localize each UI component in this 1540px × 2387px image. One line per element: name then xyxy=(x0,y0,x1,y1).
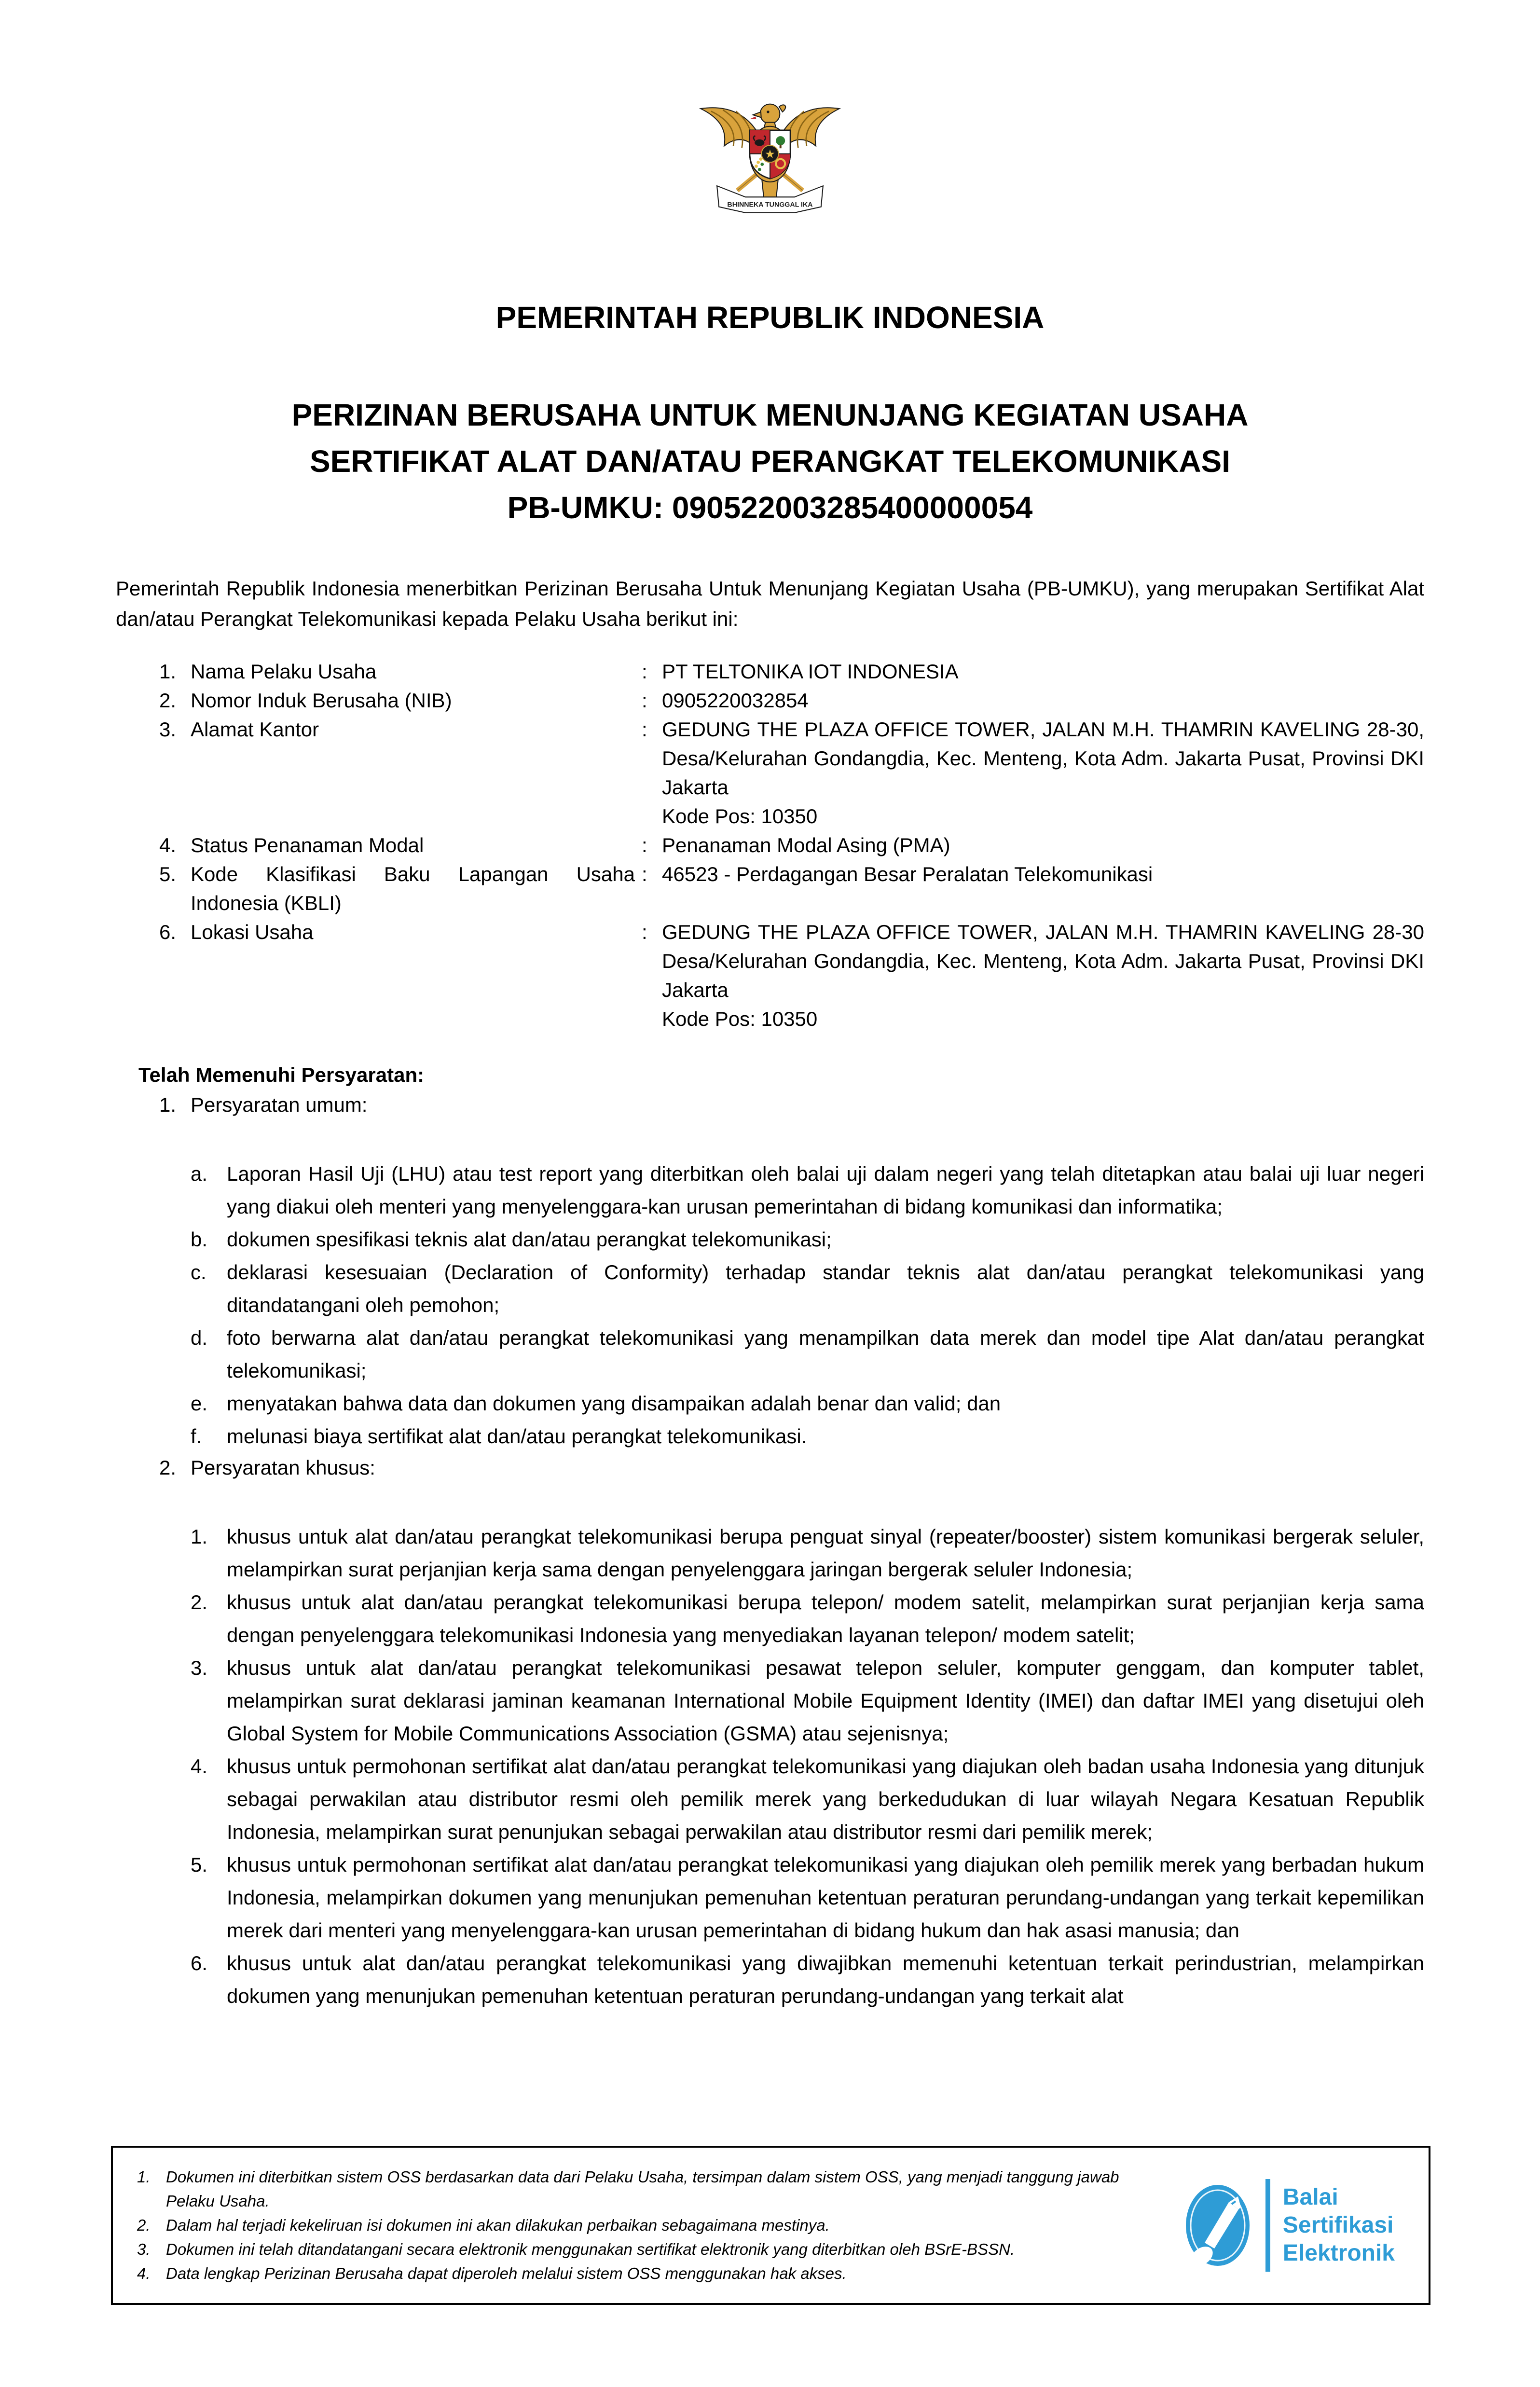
list-marker: e. xyxy=(191,1392,208,1415)
general-requirements-title: Persyaratan umum: xyxy=(191,1093,368,1116)
list-marker: 3. xyxy=(191,1656,208,1679)
note-number: 3. xyxy=(137,2240,151,2258)
detail-row-nib xyxy=(159,686,1424,715)
bsre-logo-icon xyxy=(1182,2179,1254,2272)
list-item: b. dokumen spesifikasi teknis alat dan/atau perangkat telekomunikasi; xyxy=(191,1223,1424,1256)
list-marker: 5. xyxy=(191,1853,208,1876)
note-number: 1. xyxy=(137,2168,151,2186)
list-marker: b. xyxy=(191,1228,208,1251)
list-item: 3. khusus untuk alat dan/atau perangkat telekomunikasi pesawat telepon seluler, komputer genggam, dan komputer tablet, melampirkan surat deklarasi jaminan keamanan International Mobile Equipment Identity (IMEI) dan daftar IMEI yang disetujui oleh Global System for Mobile Communications Association (GSMA) atau sejenisnya; xyxy=(191,1652,1424,1750)
detail-number: 4. xyxy=(159,834,177,856)
list-number: 2. xyxy=(159,1456,177,1479)
detail-label: Kode Klasifikasi Baku Lapangan Usaha Indonesia (KBLI) xyxy=(191,863,635,914)
special-requirements-header xyxy=(159,1453,1424,1483)
detail-value: GEDUNG THE PLAZA OFFICE TOWER, JALAN M.H. THAMRIN KAVELING 28-30 Desa/Kelurahan Gondangdia, Kec. Menteng, Kota Adm. Jakarta Pusat, Provinsi DKI Jakarta Kode Pos: 10350 xyxy=(662,918,1424,1034)
detail-row-kbli xyxy=(159,860,1424,918)
detail-label: Alamat Kantor xyxy=(191,718,319,741)
list-marker: d. xyxy=(191,1326,208,1349)
list-item: 1. khusus untuk alat dan/atau perangkat telekomunikasi berupa penguat sinyal (repeater/booster) sistem komunikasi bergerak seluler, melampirkan surat perjanjian kerja sama dengan penyelenggara jaringan bergerak seluler Indonesia; xyxy=(191,1520,1424,1586)
emblem-motto: BHINNEKA TUNGGAL IKA xyxy=(727,201,813,209)
list-marker: 6. xyxy=(191,1952,208,1974)
list-item: 2. khusus untuk alat dan/atau perangkat telekomunikasi berupa telepon/ modem satelit, melampirkan surat perjanjian kerja sama dengan penyelenggara telekomunikasi Indonesia yang menyediakan layanan telepon/ modem satelit; xyxy=(191,1586,1424,1652)
detail-number: 2. xyxy=(159,689,177,712)
logo-divider xyxy=(1265,2179,1270,2272)
footer-note: 1. Dokumen ini diterbitkan sistem OSS berdasarkan data dari Pelaku Usaha, tersimpan dalam sistem OSS, yang menjadi tanggung jawab Pelaku Usaha. xyxy=(137,2165,1131,2213)
detail-row-nama xyxy=(159,657,1424,686)
detail-value: Penanaman Modal Asing (PMA) xyxy=(662,834,950,856)
list-item: 4. khusus untuk permohonan sertifikat alat dan/atau perangkat telekomunikasi yang diajukan oleh badan usaha Indonesia yang ditunjuk sebagai perwakilan atau distributor resmi oleh pemilik merek yang berkedudukan di luar wilayah Negara Kesatuan Republik Indonesia, melampirkan surat penunjukan sebagai perwakilan atau distributor resmi dari pemilik merek; xyxy=(191,1750,1424,1849)
detail-value: PT TELTONIKA IOT INDONESIA xyxy=(662,660,959,683)
detail-label: Nomor Induk Berusaha (NIB) xyxy=(191,689,452,712)
detail-colon: : xyxy=(642,863,647,885)
detail-colon: : xyxy=(642,660,647,683)
list-item: d. foto berwarna alat dan/atau perangkat telekomunikasi yang menampilkan data merek dan model tipe Alat dan/atau perangkat telekomunikasi; xyxy=(191,1322,1424,1387)
footer-notes-box xyxy=(111,2146,1430,2305)
list-marker: c. xyxy=(191,1261,206,1283)
list-item: f. melunasi biaya sertifikat alat dan/atau perangkat telekomunikasi. xyxy=(191,1420,1424,1453)
detail-value: 46523 - Perdagangan Besar Peralatan Telekomunikasi xyxy=(662,863,1153,885)
list-marker: 1. xyxy=(191,1525,208,1548)
list-item: 6. khusus untuk alat dan/atau perangkat telekomunikasi yang diwajibkan memenuhi ketentuan terkait perindustrian, melampirkan dokumen yang menunjukan pemenuhan ketentuan peraturan perundang-undangan yang terkait alat xyxy=(191,1947,1424,2013)
detail-label: Nama Pelaku Usaha xyxy=(191,660,377,683)
detail-label: Status Penanaman Modal xyxy=(191,834,424,856)
garuda-pancasila-icon xyxy=(690,77,850,244)
list-item: 5. khusus untuk permohonan sertifikat alat dan/atau perangkat telekomunikasi yang diajukan oleh pemilik merek yang berbadan hukum Indonesia, melampirkan dokumen yang menunjukan pemenuhan ketentuan peraturan perundang-undangan yang terkait kepemilikan merek dari menteri yang menyelenggara-kan urusan pemerintahan di bidang hukum dan hak asasi manusia; dan xyxy=(191,1849,1424,1947)
detail-colon: : xyxy=(642,689,647,712)
detail-value-postcode: Kode Pos: 10350 xyxy=(662,1007,818,1030)
detail-value-postcode: Kode Pos: 10350 xyxy=(662,805,818,828)
list-marker: a. xyxy=(191,1162,208,1185)
detail-value: GEDUNG THE PLAZA OFFICE TOWER, JALAN M.H. THAMRIN KAVELING 28-30, Desa/Kelurahan Gondangdia, Kec. Menteng, Kota Adm. Jakarta Pusat, Provinsi DKI Jakarta Kode Pos: 10350 xyxy=(662,715,1424,831)
svg-text:★: ★ xyxy=(765,148,775,161)
government-title: PEMERINTAH REPUBLIK INDONESIA xyxy=(495,300,1045,335)
list-item: a. Laporan Hasil Uji (LHU) atau test report yang diterbitkan oleh balai uji dalam negeri yang telah ditetapkan atau balai uji luar negeri yang diakui oleh menteri yang menyelenggara-kan urusan pemerintahan di bidang komunikasi dan informatika; xyxy=(191,1158,1424,1223)
list-number: 1. xyxy=(159,1093,177,1116)
general-requirements-list xyxy=(191,1158,1424,1453)
detail-colon: : xyxy=(642,718,647,741)
intro-paragraph: Pemerintah Republik Indonesia menerbitkan Perizinan Berusaha Untuk Menunjang Kegiatan Usaha (PB-UMKU), yang merupakan Sertifikat Alat dan/atau Perangkat Telekomunikasi kepada Pelaku Usaha berikut ini: xyxy=(116,577,1424,630)
special-requirements-list xyxy=(191,1520,1424,2013)
detail-row-alamat-kantor xyxy=(159,715,1424,831)
general-requirements-header xyxy=(159,1090,1424,1120)
detail-number: 5. xyxy=(159,863,177,885)
detail-number: 6. xyxy=(159,921,177,943)
footer-note: 4. Data lengkap Perizinan Berusaha dapat diperoleh melalui sistem OSS menggunakan hak akses. xyxy=(137,2262,1131,2286)
note-number: 4. xyxy=(137,2264,151,2282)
list-marker: f. xyxy=(191,1425,202,1448)
list-item: c. deklarasi kesesuaian (Declaration of Conformity) terhadap standar teknis alat dan/atau perangkat telekomunikasi yang ditandatangani oleh pemohon; xyxy=(191,1256,1424,1322)
footer-note: 2. Dalam hal terjadi kekeliruan isi dokumen ini akan dilakukan perbaikan sebagaimana mestinya. xyxy=(137,2213,1131,2237)
document-title xyxy=(116,392,1424,531)
requirements-heading: Telah Memenuhi Persyaratan: xyxy=(138,1063,425,1086)
footer-notes xyxy=(137,2165,1131,2286)
detail-number: 1. xyxy=(159,660,177,683)
logo-wordmark: Balai Sertifikasi Elektronik xyxy=(1282,2184,1395,2266)
bsre-logo xyxy=(1182,2179,1395,2272)
detail-colon: : xyxy=(642,921,647,943)
detail-number: 3. xyxy=(159,718,177,741)
note-number: 2. xyxy=(137,2216,151,2234)
detail-row-status-modal xyxy=(159,831,1424,860)
list-marker: 4. xyxy=(191,1755,208,1778)
emblem-container xyxy=(116,77,1424,249)
footer-note: 3. Dokumen ini telah ditandatangani secara elektronik menggunakan sertifikat elektronik yang diterbitkan oleh BSrE-BSSN. xyxy=(137,2237,1131,2262)
special-requirements-title: Persyaratan khusus: xyxy=(191,1456,375,1479)
list-marker: 2. xyxy=(191,1591,208,1614)
detail-colon: : xyxy=(642,834,647,856)
document-title-line1: PERIZINAN BERUSAHA UNTUK MENUNJANG KEGIATAN USAHA xyxy=(291,398,1249,432)
list-item: e. menyatakan bahwa data dan dokumen yang disampaikan adalah benar dan valid; dan xyxy=(191,1387,1424,1420)
detail-value: 0905220032854 xyxy=(662,689,809,712)
business-details-list xyxy=(159,657,1424,1034)
document-title-line2: SERTIFIKAT ALAT DAN/ATAU PERANGKAT TELEKOMUNIKASI xyxy=(309,444,1231,479)
document-number: PB-UMKU: 090522003285400000054 xyxy=(507,490,1033,525)
detail-row-lokasi-usaha xyxy=(159,918,1424,1034)
detail-label: Lokasi Usaha xyxy=(191,921,314,943)
